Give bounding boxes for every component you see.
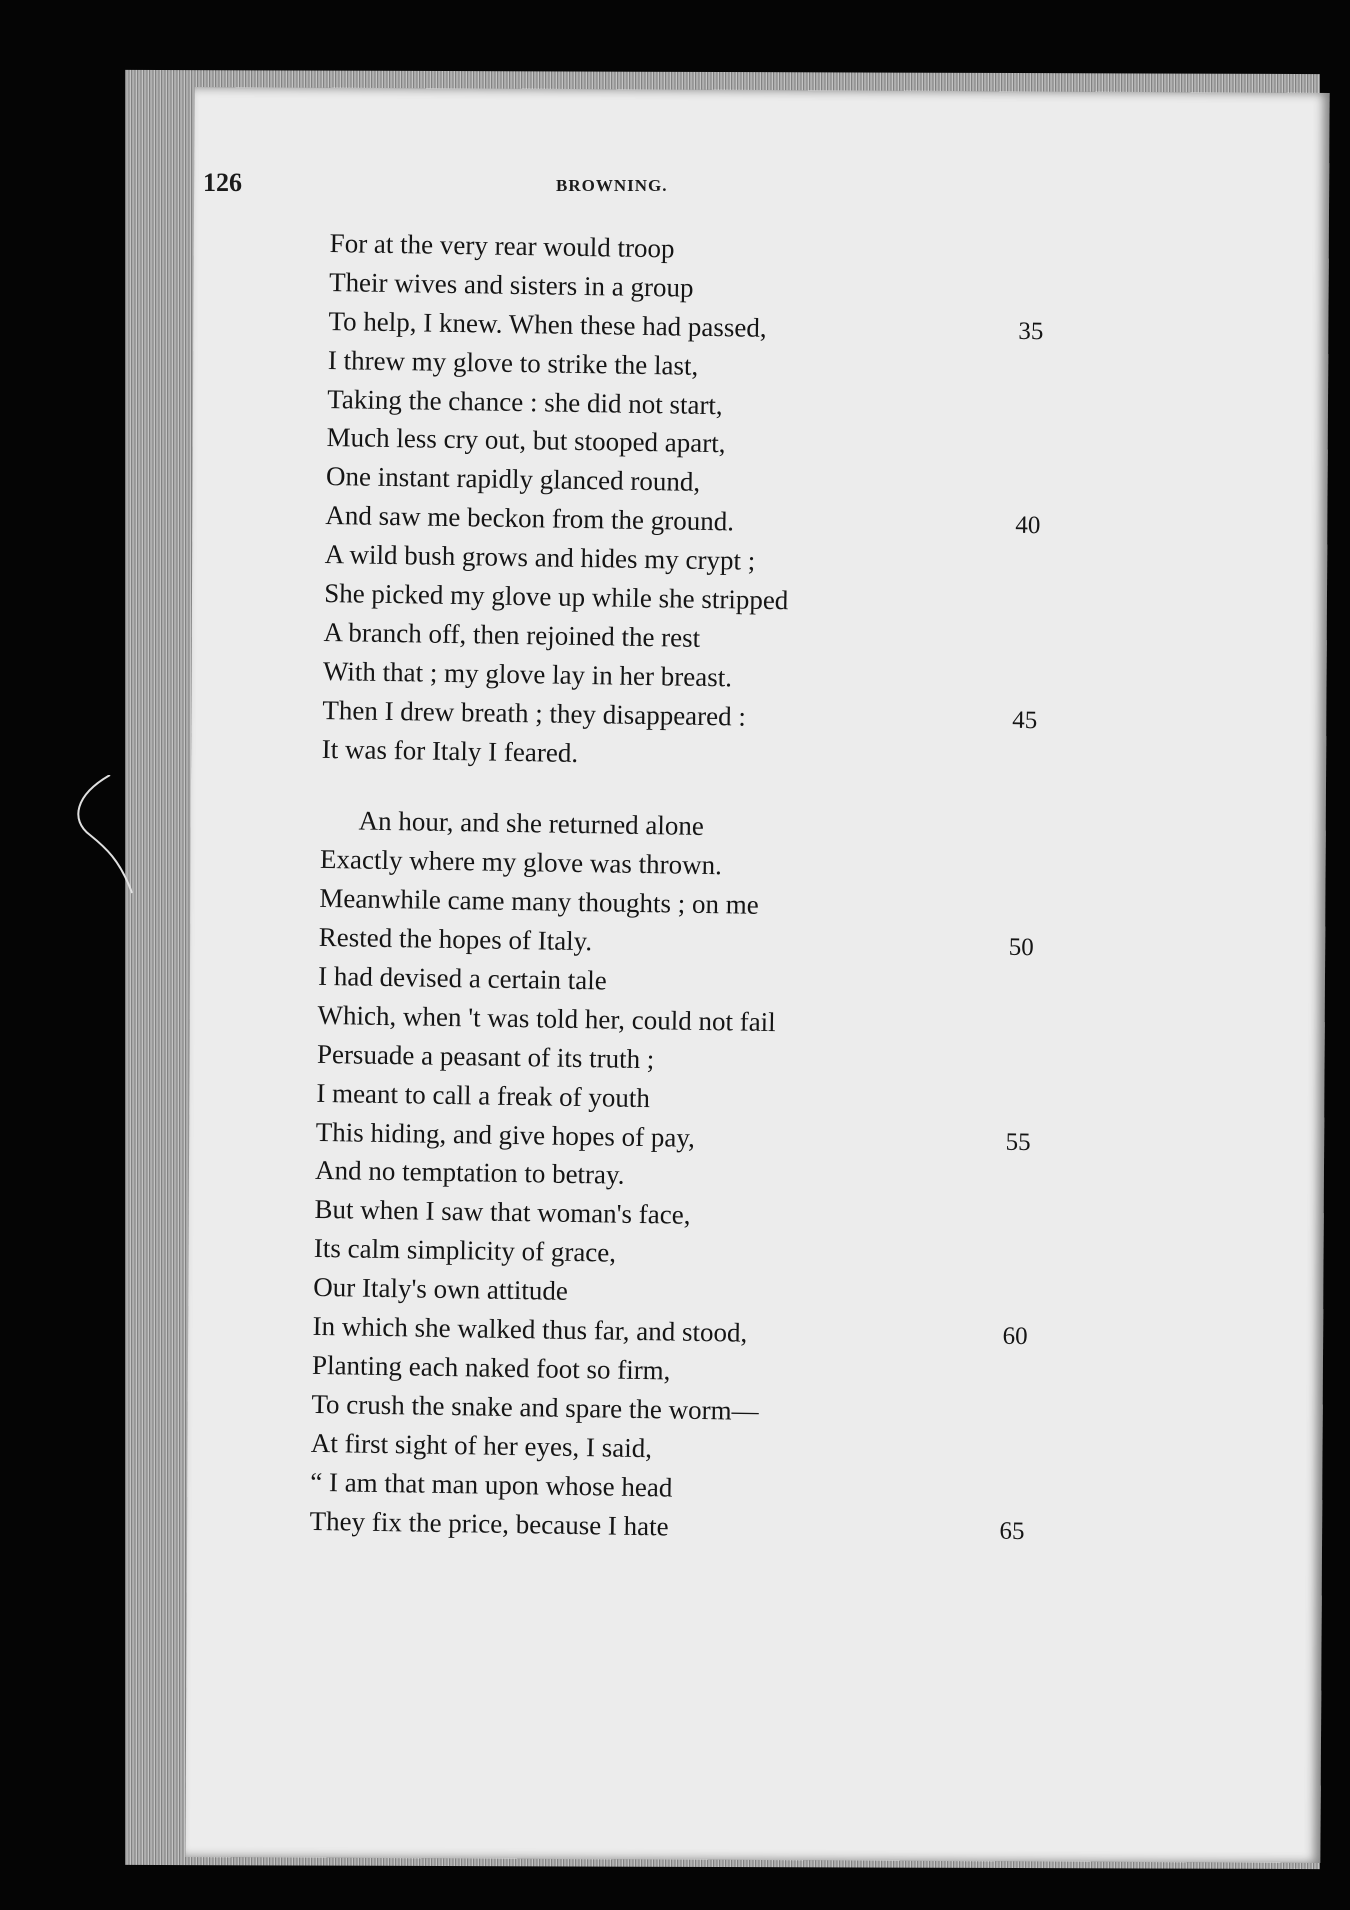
line-number: 50 (1008, 933, 1034, 962)
poem-line-text: This hiding, and give hopes of pay, (315, 1116, 696, 1153)
poem-line-text: They fix the price, because I hate (309, 1505, 669, 1541)
loose-thread (70, 775, 140, 895)
poem-line-text: It was for Italy I feared. (321, 733, 579, 768)
poem-line-text: I had devised a certain tale (317, 960, 607, 996)
poem-line-text: Meanwhile came many thoughts ; on me (319, 883, 759, 921)
poem-line-text: And no temptation to betray. (314, 1155, 625, 1191)
poem-line-text: To crush the snake and spare the worm— (311, 1388, 759, 1426)
poem-line-text: But when I saw that woman's face, (314, 1194, 691, 1231)
line-number: 65 (999, 1517, 1025, 1545)
running-title: BROWNING. (556, 176, 668, 195)
poem-line-text: I meant to call a freak of youth (316, 1077, 651, 1113)
line-number: 55 (1005, 1128, 1031, 1156)
line-number: 45 (1012, 706, 1038, 734)
page-number: 126 (203, 168, 242, 197)
poem-line-text: Our Italy's own attitude (313, 1272, 569, 1307)
poem-line-text: Then I drew breath ; they disappeared : (322, 694, 747, 732)
poem-line-text: Which, when 't was told her, could not fail (317, 999, 776, 1038)
poem-line-text: A wild bush grows and hides my crypt ; (324, 539, 756, 576)
poem-line-text: She picked my glove up while she stripped (323, 577, 789, 616)
poem-line-text: A branch off, then rejoined the rest (323, 616, 701, 653)
poem-line-text: To help, I knew. When these had passed, (328, 305, 767, 343)
poem-line-text: For at the very rear would troop (329, 227, 675, 264)
poem-line-text: “ I am that man upon whose head (310, 1466, 673, 1503)
poem-line-text: Their wives and sisters in a group (328, 266, 694, 303)
poem-line-text: In which she walked thus far, and stood, (312, 1310, 748, 1348)
poem-line-text: Rested the hopes of Italy. (318, 922, 593, 957)
poem-line-text: Its calm simplicity of grace, (313, 1233, 617, 1268)
poem-line-text: Planting each naked foot so firm, (311, 1349, 671, 1386)
poem-line-text: One instant rapidly glanced round, (325, 461, 701, 498)
poem-line-text: An hour, and she returned alone (358, 805, 705, 842)
poem-line-text: Taking the chance : she did not start, (327, 383, 723, 420)
poem-line-text: Exactly where my glove was thrown. (319, 844, 723, 881)
poem-line-text: With that ; my glove lay in her breast. (322, 655, 733, 693)
poem-line-text: And saw me beckon from the ground. (325, 500, 735, 537)
poem-line-text: At first sight of her eyes, I said, (310, 1427, 653, 1463)
line-number: 40 (1015, 512, 1041, 540)
poem-text (309, 224, 1044, 1551)
poem-line-text: Persuade a peasant of its truth ; (316, 1038, 655, 1075)
line-number: 60 (1002, 1322, 1028, 1351)
poem-line-text: I threw my glove to strike the last, (327, 344, 699, 381)
poem-line-text: Much less cry out, but stooped apart, (326, 422, 726, 459)
line-number: 35 (1018, 317, 1044, 345)
